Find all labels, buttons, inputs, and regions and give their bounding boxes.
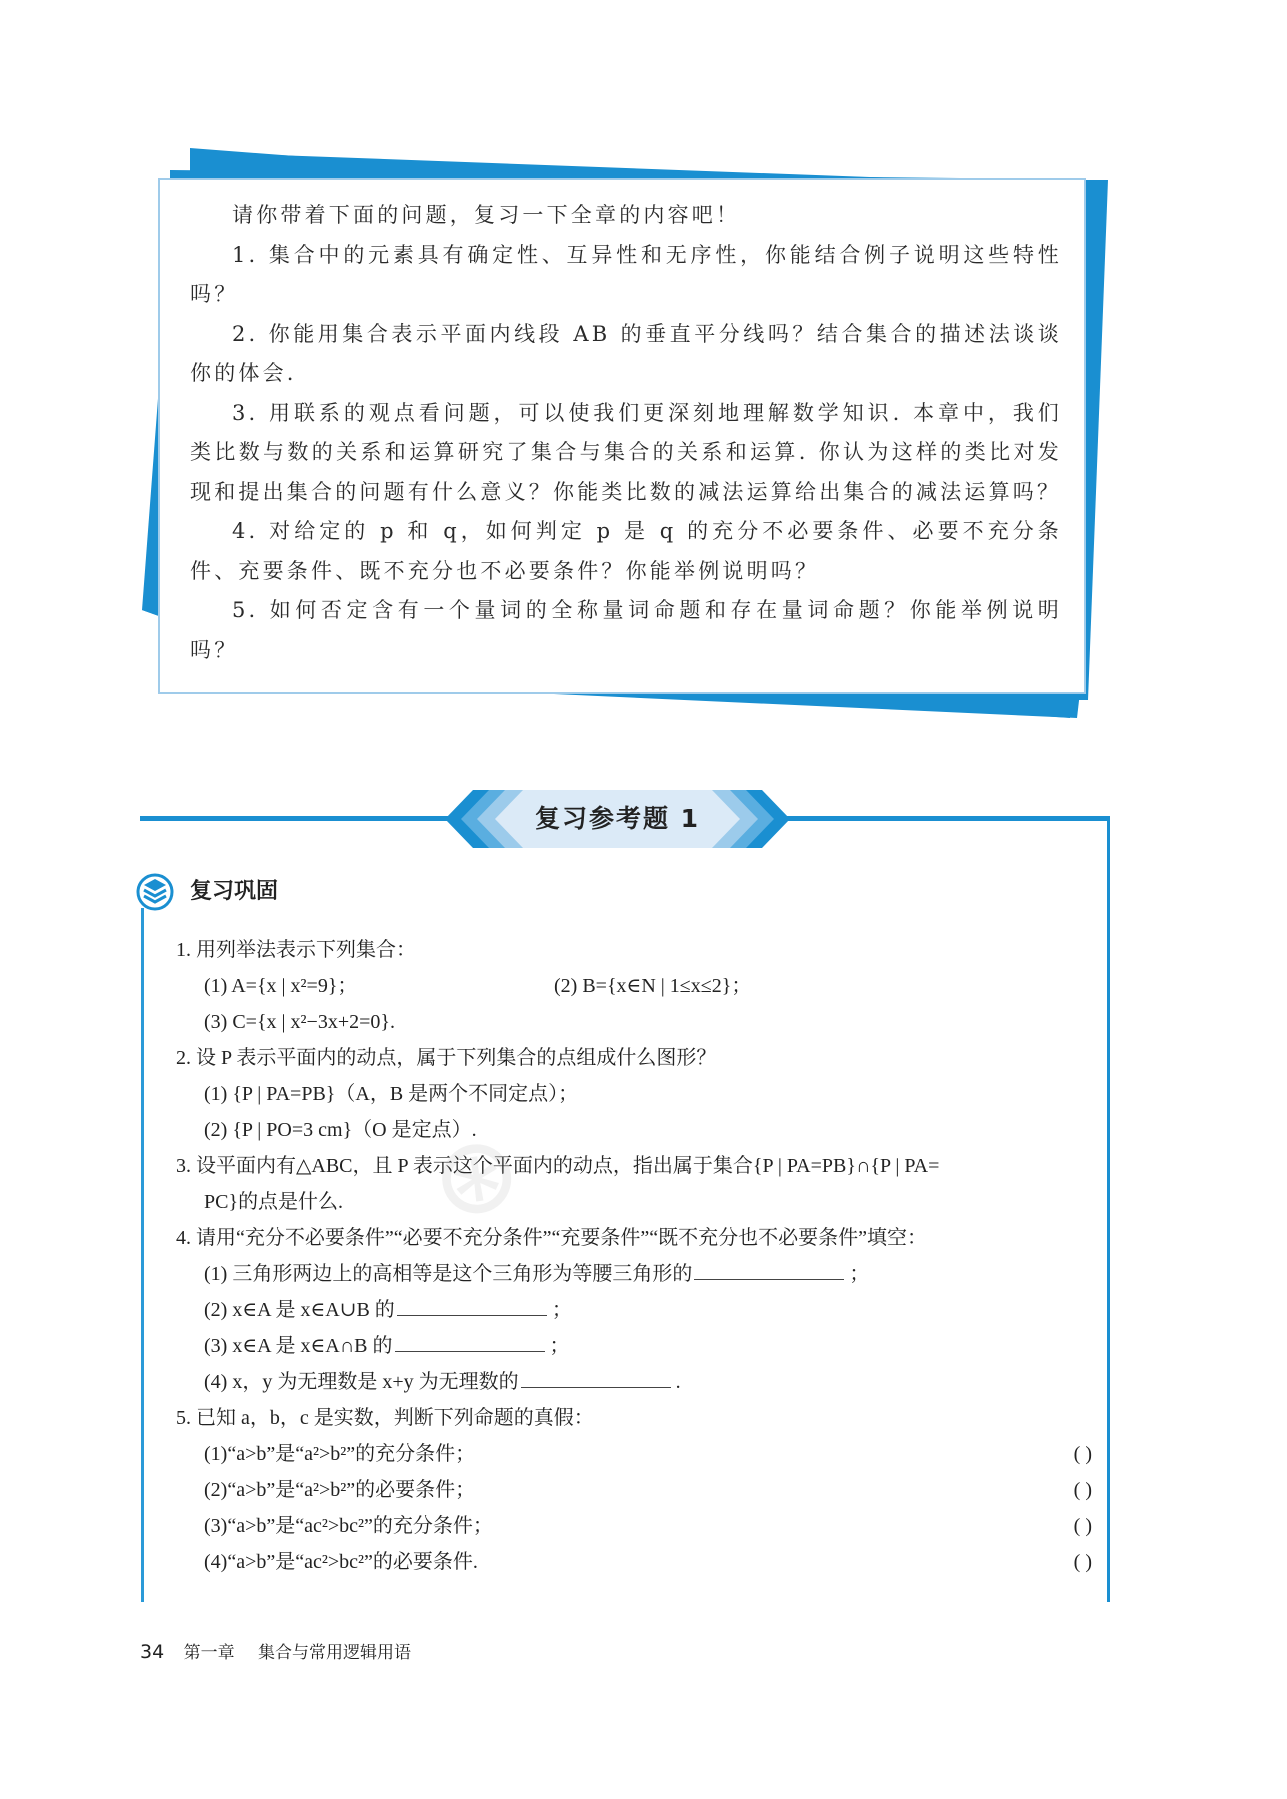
exercise-5-item-3-text: (3)“a>b”是“ac²>bc²”的充分条件； <box>204 1515 493 1537</box>
fill-blank-2[interactable] <box>397 1293 547 1316</box>
review-question-2: 2. 你能用集合表示平面内线段 AB 的垂直平分线吗？结合集合的描述法谈谈你的体会. <box>190 321 1062 385</box>
exercise-1 <box>176 932 1106 1040</box>
punctuation: ； <box>849 1263 870 1285</box>
banner-rule-right <box>780 816 1110 821</box>
chapter-title: 集合与常用逻辑用语 <box>258 1643 411 1663</box>
review-question-5: 5. 如何否定含有一个量词的全称量词命题和存在量词命题？你能举例说明吗？ <box>190 598 1062 662</box>
review-question-1: 1. 集合中的元素具有确定性、互异性和无序性，你能结合例子说明这些特性吗？ <box>190 242 1062 306</box>
banner-rule-left <box>140 816 470 821</box>
section-rule-right <box>1107 816 1110 1602</box>
publisher-watermark: ⊛ <box>421 1102 551 1246</box>
exercise-2-item-1: (1) {P | PA=PB}（A，B 是两个不同定点）； <box>204 1083 579 1105</box>
exercise-3-line-1: 3. 设平面内有△ABC，且 P 表示这个平面内的动点，指出属于集合{P | PA=PB}∩{P | PA= <box>176 1155 940 1177</box>
review-question-3: 3. 用联系的观点看问题，可以使我们更深刻地理解数学知识. 本章中，我们类比数与数的关系和运算研究了集合与集合的关系和运算. 你认为这样的类比对发现和提出集合的问题有什么意义？你能类比数的减法运算给出集合的减法运算吗？ <box>190 400 1062 504</box>
exercise-1-item-3: (3) C={x | x²−3x+2=0}. <box>204 1011 395 1033</box>
fill-blank-3[interactable] <box>395 1329 545 1352</box>
section-rule-left <box>141 908 144 1602</box>
exercise-4-item-4 <box>176 1364 1106 1400</box>
chapter-review-banner <box>445 790 790 848</box>
page-footer <box>140 1638 411 1663</box>
exercise-1-stem: 1. 用列举法表示下列集合： <box>176 939 416 961</box>
answer-parentheses-3[interactable]: ( ) <box>1073 1515 1092 1537</box>
exercise-4 <box>176 1220 1106 1400</box>
review-intro: 请你带着下面的问题，复习一下全章的内容吧！ <box>232 203 741 227</box>
exercise-4-item-3-text: (3) x∈A 是 x∈A∩B 的 <box>204 1335 393 1357</box>
review-question-4: 4. 对给定的 p 和 q，如何判定 p 是 q 的充分不必要条件、必要不充分条件、充要条件、既不充分也不必要条件？你能举例说明吗？ <box>190 519 1062 583</box>
exercise-2-item-2: (2) {P | PO=3 cm}（O 是定点）. <box>204 1119 477 1141</box>
fill-blank-1[interactable] <box>694 1257 844 1280</box>
punctuation: ； <box>551 1299 572 1321</box>
exercise-2 <box>176 1040 1106 1148</box>
exercise-4-item-4-text: (4) x，y 为无理数是 x+y 为无理数的 <box>204 1371 519 1393</box>
fill-blank-4[interactable] <box>521 1365 671 1388</box>
exercise-4-item-2 <box>176 1292 1106 1328</box>
punctuation: . <box>675 1371 681 1393</box>
exercise-1-items-row <box>176 968 1106 1004</box>
layers-chevron-icon <box>136 872 174 912</box>
exercise-5-item-3 <box>176 1508 1106 1544</box>
exercise-5 <box>176 1400 1106 1580</box>
exercise-4-item-2-text: (2) x∈A 是 x∈A∪B 的 <box>204 1299 395 1321</box>
exercise-5-item-1-text: (1)“a>b”是“a²>b²”的充分条件； <box>204 1443 476 1465</box>
exercise-5-item-2-text: (2)“a>b”是“a²>b²”的必要条件； <box>204 1479 476 1501</box>
exercise-5-item-1 <box>176 1436 1106 1472</box>
answer-parentheses-2[interactable]: ( ) <box>1073 1479 1092 1501</box>
page-number: 34 <box>140 1641 165 1663</box>
exercise-1-item-2: (2) B={x∈N | 1≤x≤2}； <box>554 975 752 997</box>
section-title: 复习巩固 <box>190 879 279 904</box>
exercise-4-item-1-text: (1) 三角形两边上的高相等是这个三角形为等腰三角形的 <box>204 1263 693 1285</box>
punctuation: ； <box>549 1335 570 1357</box>
exercise-5-item-4-text: (4)“a>b”是“ac²>bc²”的必要条件. <box>204 1551 478 1573</box>
exercise-5-stem: 5. 已知 a，b，c 是实数，判断下列命题的真假： <box>176 1407 594 1429</box>
exercise-2-stem: 2. 设 P 表示平面内的动点，属于下列集合的点组成什么图形？ <box>176 1047 717 1069</box>
exercise-5-item-2 <box>176 1472 1106 1508</box>
exercise-3-line-2: PC}的点是什么. <box>204 1191 344 1213</box>
banner-title: 复习参考题 1 <box>534 804 701 833</box>
exercise-4-stem: 4. 请用“充分不必要条件”“必要不充分条件”“充要条件”“既不充分也不必要条件”填空： <box>176 1227 928 1249</box>
exercise-5-item-4 <box>176 1544 1106 1580</box>
exercise-4-item-3 <box>176 1328 1106 1364</box>
answer-parentheses-4[interactable]: ( ) <box>1073 1551 1092 1573</box>
review-card-text <box>190 196 1062 670</box>
exercise-4-item-1 <box>176 1256 1106 1292</box>
exercise-1-item-1: (1) A={x | x²=9}； <box>204 975 358 997</box>
chapter-label: 第一章 <box>183 1643 235 1663</box>
answer-parentheses-1[interactable]: ( ) <box>1073 1443 1092 1465</box>
exercise-3 <box>176 1148 1106 1220</box>
